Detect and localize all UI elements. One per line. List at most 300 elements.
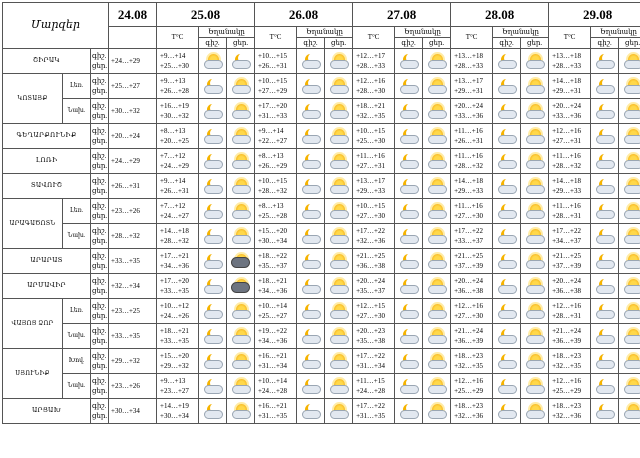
- day-temp: +35…+37: [356, 287, 385, 295]
- day-temp: +24…+29: [160, 162, 189, 170]
- region-name: ԳԵՂԱՐՔՈՒՆԻՔ: [3, 124, 91, 149]
- day-temp: +28…+32: [552, 162, 581, 170]
- moon-cloud-icon: [496, 303, 518, 317]
- day-temp: +33…+35: [160, 287, 189, 295]
- moon-cloud-icon: [496, 53, 518, 67]
- night-temp: +18…+21: [356, 102, 385, 110]
- temp-range: [549, 174, 591, 199]
- night-temp: +17…+22: [356, 402, 385, 410]
- temp-range: [451, 224, 493, 249]
- night-temp: +12…+16: [552, 127, 581, 135]
- sun-cloud-icon: [328, 203, 350, 217]
- moon-cloud-icon: [300, 178, 322, 192]
- sun-cloud-icon: [524, 153, 546, 167]
- night-icon-cell: [493, 74, 521, 99]
- day-icon-cell: [619, 349, 640, 374]
- temp-range: [451, 199, 493, 224]
- day-temp: +36…+38: [356, 262, 385, 270]
- temp-range: [451, 49, 493, 74]
- night-temp: +14…+18: [552, 177, 581, 185]
- night-icon-cell: [297, 249, 325, 274]
- day-temp: ցեր.: [92, 162, 108, 170]
- date-header: 25.08: [157, 3, 255, 27]
- day-icon-cell: [521, 274, 549, 299]
- day-temp: +32…+36: [356, 237, 385, 245]
- day-icon-cell: [423, 74, 451, 99]
- temp-range: [549, 199, 591, 224]
- first-day-temp: +29…+32: [109, 349, 157, 374]
- night-icon-cell: [199, 124, 227, 149]
- night-temp: +18…+22: [258, 252, 287, 260]
- night-temp: +20…+24: [356, 277, 385, 285]
- night-day-labels: [91, 224, 109, 249]
- day-icon-cell: [227, 149, 255, 174]
- sun-cloud-icon: [524, 378, 546, 392]
- night-day-labels: [91, 299, 109, 324]
- temp-range: [549, 124, 591, 149]
- temp-range: [549, 324, 591, 349]
- sun-cloud-icon: [230, 178, 252, 192]
- day-icon-cell: [619, 299, 640, 324]
- region-name: ԱՐԱՐԱՏ: [3, 249, 91, 274]
- day-icon-cell: [521, 349, 549, 374]
- sub-region-label: Նախ.: [63, 324, 91, 349]
- night-icon-cell: [493, 149, 521, 174]
- temp-range: [451, 174, 493, 199]
- night-temp: +14…+18: [552, 77, 581, 85]
- night-icon-cell: [493, 99, 521, 124]
- night-icon-cell: [591, 324, 619, 349]
- day-icon-cell: [325, 74, 353, 99]
- sun-cloud-icon: [426, 228, 448, 242]
- moon-cloud-icon: [594, 328, 616, 342]
- night-icon-cell: [297, 149, 325, 174]
- moon-cloud-icon: [398, 203, 420, 217]
- day-temp: +28…+31: [552, 212, 581, 220]
- temp-range: [549, 224, 591, 249]
- sun-dark-cloud-icon: [230, 253, 252, 267]
- moon-cloud-icon: [398, 178, 420, 192]
- temp-range: [157, 224, 199, 249]
- night-temp: գիշ.: [92, 177, 107, 185]
- sun-cloud-icon: [202, 53, 224, 67]
- day-temp: ցեր.: [92, 137, 108, 145]
- moon-cloud-icon: [496, 128, 518, 142]
- day-temp: +27…+30: [454, 312, 483, 320]
- night-icon-cell: [493, 274, 521, 299]
- temp-range: [549, 99, 591, 124]
- temp-range: [255, 99, 297, 124]
- day-icon-cell: [325, 49, 353, 74]
- day-icon-cell: [521, 149, 549, 174]
- temp-range: [157, 99, 199, 124]
- night-temp: +15…+20: [160, 352, 189, 360]
- first-day-temp: +28…+32: [109, 224, 157, 249]
- day-icon-cell: [521, 124, 549, 149]
- day-temp: +37…+39: [552, 262, 581, 270]
- day-temp: +36…+38: [552, 287, 581, 295]
- night-icon-cell: [395, 199, 423, 224]
- day-icon-cell: [227, 324, 255, 349]
- night-temp: +10…+15: [258, 177, 287, 185]
- temp-range: [255, 149, 297, 174]
- day-temp: +34…+36: [258, 337, 287, 345]
- sub-region-label: Լեռ.: [63, 299, 91, 324]
- sun-cloud-icon: [524, 228, 546, 242]
- temp-range: [353, 174, 395, 199]
- temp-range: [549, 399, 591, 424]
- day-icon-cell: [521, 324, 549, 349]
- night-temp: +17…+22: [356, 227, 385, 235]
- sun-cloud-icon: [622, 53, 640, 67]
- region-name: ԱՐՑԱԽ: [3, 399, 91, 424]
- moon-cloud-icon: [300, 228, 322, 242]
- day-temp: +31…+34: [258, 362, 287, 370]
- night-temp: +20…+23: [356, 327, 385, 335]
- region-name: ՍՅՈՒՆԻՔ: [3, 349, 63, 399]
- night-icon-cell: [591, 224, 619, 249]
- moon-cloud-icon: [496, 328, 518, 342]
- sun-cloud-icon: [622, 378, 640, 392]
- night-icon-cell: [199, 199, 227, 224]
- temp-range: [549, 299, 591, 324]
- night-temp: +20…+24: [552, 277, 581, 285]
- temp-range: [157, 249, 199, 274]
- moon-cloud-icon: [202, 278, 224, 292]
- night-icon-cell: [591, 249, 619, 274]
- moon-cloud-icon: [300, 353, 322, 367]
- day-icon-cell: [619, 324, 640, 349]
- night-icon-cell: [297, 374, 325, 399]
- night-icon-cell: [395, 274, 423, 299]
- day-temp: ցեր.: [92, 237, 108, 245]
- night-icon-cell: [297, 199, 325, 224]
- temp-range: [353, 349, 395, 374]
- temp-range: [255, 174, 297, 199]
- sun-cloud-icon: [622, 178, 640, 192]
- day-temp: ցեր.: [92, 262, 108, 270]
- sun-cloud-icon: [230, 228, 252, 242]
- moon-cloud-icon: [300, 253, 322, 267]
- day-icon-cell: [423, 249, 451, 274]
- temp-range: [451, 299, 493, 324]
- night-icon-cell: [493, 249, 521, 274]
- night-day-labels: [91, 249, 109, 274]
- day-temp: +25…+28: [258, 212, 287, 220]
- sun-cloud-icon: [524, 203, 546, 217]
- moon-cloud-icon: [496, 278, 518, 292]
- temp-range: [549, 74, 591, 99]
- moon-cloud-icon: [202, 303, 224, 317]
- night-icon-cell: [199, 99, 227, 124]
- day-temp: +27…+29: [258, 87, 287, 95]
- night-temp: գիշ.: [92, 302, 107, 310]
- day-temp: ցեր.: [92, 187, 108, 195]
- temp-range: [451, 99, 493, 124]
- day-icon-cell: [619, 199, 640, 224]
- temp-range: [549, 374, 591, 399]
- sun-cloud-icon: [230, 103, 252, 117]
- moon-cloud-icon: [398, 128, 420, 142]
- night-label: գիշ.: [493, 38, 521, 49]
- night-day-labels: [91, 99, 109, 124]
- night-icon-cell: [395, 49, 423, 74]
- sun-cloud-icon: [328, 403, 350, 417]
- day-icon-cell: [227, 174, 255, 199]
- night-icon-cell: [297, 49, 325, 74]
- moon-cloud-icon: [398, 153, 420, 167]
- night-temp: +21…+25: [356, 252, 385, 260]
- day-temp: ցեր.: [92, 337, 108, 345]
- day-temp: +32…+36: [454, 412, 483, 420]
- moon-cloud-icon: [496, 153, 518, 167]
- sun-cloud-icon: [426, 53, 448, 67]
- region-name: ՇԻՐԱԿ: [3, 49, 91, 74]
- temp-range: [157, 49, 199, 74]
- day-temp: +32…+36: [552, 412, 581, 420]
- day-icon-cell: [325, 274, 353, 299]
- night-icon-cell: [493, 299, 521, 324]
- day-temp: ցեր.: [92, 312, 108, 320]
- night-temp: +17…+22: [356, 352, 385, 360]
- night-icon-cell: [297, 224, 325, 249]
- night-temp: +11…+16: [356, 152, 385, 160]
- day-temp: +32…+35: [552, 362, 581, 370]
- moon-cloud-icon: [496, 78, 518, 92]
- day-temp: +32…+35: [454, 362, 483, 370]
- weather-header: Եղանակը: [591, 27, 640, 38]
- moon-cloud-icon: [594, 203, 616, 217]
- night-day-labels: [91, 274, 109, 299]
- day-temp: +28…+33: [356, 62, 385, 70]
- day-temp: +29…+31: [454, 87, 483, 95]
- night-icon-cell: [297, 324, 325, 349]
- day-temp: +27…+31: [552, 137, 581, 145]
- day-temp: +32…+35: [356, 112, 385, 120]
- day-temp: ցեր.: [92, 87, 108, 95]
- night-icon-cell: [591, 74, 619, 99]
- temp-range: [255, 124, 297, 149]
- day-temp: +29…+31: [552, 87, 581, 95]
- moon-cloud-icon: [300, 53, 322, 67]
- first-day-temp: +32…+34: [109, 274, 157, 299]
- night-icon-cell: [395, 299, 423, 324]
- first-day-temp: +20…+24: [109, 124, 157, 149]
- night-temp: +8…+13: [160, 127, 186, 135]
- sun-cloud-icon: [230, 128, 252, 142]
- temp-range: [549, 349, 591, 374]
- night-temp: +9…+13: [160, 377, 186, 385]
- day-temp: +36…+39: [552, 337, 581, 345]
- sun-cloud-icon: [426, 328, 448, 342]
- night-icon-cell: [199, 49, 227, 74]
- night-temp: +17…+20: [258, 102, 287, 110]
- day-temp: +29…+33: [356, 187, 385, 195]
- night-icon-cell: [591, 374, 619, 399]
- sun-cloud-icon: [622, 278, 640, 292]
- temp-range: [157, 149, 199, 174]
- night-temp: +9…+14: [258, 127, 284, 135]
- temp-range: [451, 349, 493, 374]
- night-icon-cell: [395, 174, 423, 199]
- night-temp: +11…+16: [552, 202, 581, 210]
- night-icon-cell: [591, 49, 619, 74]
- day-icon-cell: [619, 74, 640, 99]
- night-label: գիշ.: [297, 38, 325, 49]
- day-icon-cell: [227, 74, 255, 99]
- weather-header: Եղանակը: [493, 27, 549, 38]
- night-temp: +20…+24: [454, 277, 483, 285]
- day-icon-cell: [521, 99, 549, 124]
- moon-cloud-icon: [496, 228, 518, 242]
- temp-range: [255, 74, 297, 99]
- moon-cloud-icon: [496, 203, 518, 217]
- moon-cloud-icon: [202, 228, 224, 242]
- day-temp: +26…+31: [258, 62, 287, 70]
- night-temp: +10…+15: [356, 127, 385, 135]
- moon-cloud-icon: [594, 53, 616, 67]
- day-temp: +27…+30: [356, 312, 385, 320]
- temp-range: [451, 74, 493, 99]
- temp-range: [157, 324, 199, 349]
- temp-range: [157, 374, 199, 399]
- night-day-labels: [91, 324, 109, 349]
- sub-region-label: Նախ.: [63, 224, 91, 249]
- night-icon-cell: [297, 274, 325, 299]
- night-temp: +7…+12: [160, 152, 186, 160]
- day-icon-cell: [423, 349, 451, 374]
- moon-cloud-icon: [202, 153, 224, 167]
- sun-cloud-icon: [524, 303, 546, 317]
- moon-cloud-icon: [300, 78, 322, 92]
- day-icon-cell: [521, 224, 549, 249]
- sun-cloud-icon: [622, 203, 640, 217]
- temp-range: [255, 199, 297, 224]
- night-temp: +14…+18: [454, 177, 483, 185]
- region-name: ԱՐԱԳԱԾՈՏՆ: [3, 199, 63, 249]
- day-icon-cell: [423, 199, 451, 224]
- day-temp: +33…+35: [160, 337, 189, 345]
- day-temp: +34…+36: [160, 262, 189, 270]
- moon-cloud-icon: [398, 353, 420, 367]
- day-temp: +33…+36: [552, 112, 581, 120]
- day-temp: +24…+26: [160, 312, 189, 320]
- day-icon-cell: [325, 174, 353, 199]
- temp-range: [549, 274, 591, 299]
- first-day-temp: +30…+32: [109, 99, 157, 124]
- night-icon-cell: [395, 224, 423, 249]
- date-header: 27.08: [353, 3, 451, 27]
- sun-cloud-icon: [328, 378, 350, 392]
- temp-range: [353, 149, 395, 174]
- temp-range: [451, 374, 493, 399]
- night-temp: +10…+14: [258, 377, 287, 385]
- day-temp: +31…+34: [356, 362, 385, 370]
- day-icon-cell: [521, 374, 549, 399]
- first-day-spacer: [109, 27, 157, 49]
- day-icon-cell: [423, 174, 451, 199]
- day-icon-cell: [325, 299, 353, 324]
- region-name: ՎԱՅՈՑ ՁՈՐ: [3, 299, 63, 349]
- day-icon-cell: [521, 299, 549, 324]
- temp-range: [255, 224, 297, 249]
- moon-cloud-icon: [496, 403, 518, 417]
- day-icon-cell: [619, 149, 640, 174]
- day-icon-cell: [227, 99, 255, 124]
- day-temp: +34…+36: [258, 287, 287, 295]
- night-temp: +17…+22: [552, 227, 581, 235]
- night-icon-cell: [591, 349, 619, 374]
- day-icon-cell: [325, 99, 353, 124]
- day-temp: +20…+25: [160, 137, 189, 145]
- day-temp: +36…+38: [454, 287, 483, 295]
- day-icon-cell: [423, 224, 451, 249]
- moon-cloud-icon: [202, 178, 224, 192]
- day-icon-cell: [227, 249, 255, 274]
- night-temp: +11…+16: [454, 202, 483, 210]
- night-temp: +20…+24: [454, 102, 483, 110]
- night-temp: գիշ.: [92, 377, 107, 385]
- night-temp: +14…+18: [160, 227, 189, 235]
- moon-cloud-icon: [594, 303, 616, 317]
- temp-range: [353, 324, 395, 349]
- night-icon-cell: [395, 249, 423, 274]
- sun-cloud-icon: [524, 278, 546, 292]
- night-icon-cell: [199, 324, 227, 349]
- sun-cloud-icon: [426, 103, 448, 117]
- moon-cloud-icon: [496, 353, 518, 367]
- night-temp: +13…+17: [356, 177, 385, 185]
- day-icon-cell: [619, 399, 640, 424]
- night-temp: +10…+14: [258, 302, 287, 310]
- day-temp: ցեր.: [92, 362, 108, 370]
- moon-cloud-icon: [594, 278, 616, 292]
- first-day-temp: +24…+29: [109, 149, 157, 174]
- sun-cloud-icon: [328, 253, 350, 267]
- day-icon-cell: [423, 49, 451, 74]
- moon-cloud-icon: [230, 53, 252, 67]
- day-icon-cell: [619, 49, 640, 74]
- moon-cloud-icon: [300, 128, 322, 142]
- night-icon-cell: [199, 224, 227, 249]
- night-temp: գիշ.: [92, 277, 107, 285]
- day-temp: ցեր.: [92, 387, 108, 395]
- sun-dark-cloud-icon: [230, 278, 252, 292]
- day-label: ցեր.: [619, 38, 640, 49]
- day-icon-cell: [521, 249, 549, 274]
- night-temp: +21…+24: [552, 327, 581, 335]
- moon-cloud-icon: [594, 78, 616, 92]
- night-icon-cell: [297, 399, 325, 424]
- weather-header: Եղանակը: [297, 27, 353, 38]
- moon-cloud-icon: [398, 403, 420, 417]
- day-icon-cell: [325, 149, 353, 174]
- sun-cloud-icon: [524, 353, 546, 367]
- night-temp: +18…+21: [258, 277, 287, 285]
- night-icon-cell: [297, 124, 325, 149]
- night-temp: +18…+23: [454, 352, 483, 360]
- day-temp: +25…+29: [552, 387, 581, 395]
- day-temp: ցեր.: [92, 62, 108, 70]
- night-icon-cell: [395, 349, 423, 374]
- temp-range: [451, 149, 493, 174]
- night-temp: +21…+25: [454, 252, 483, 260]
- sun-cloud-icon: [328, 128, 350, 142]
- night-temp: +18…+23: [454, 402, 483, 410]
- night-icon-cell: [591, 99, 619, 124]
- sun-cloud-icon: [622, 153, 640, 167]
- day-temp: +29…+33: [454, 187, 483, 195]
